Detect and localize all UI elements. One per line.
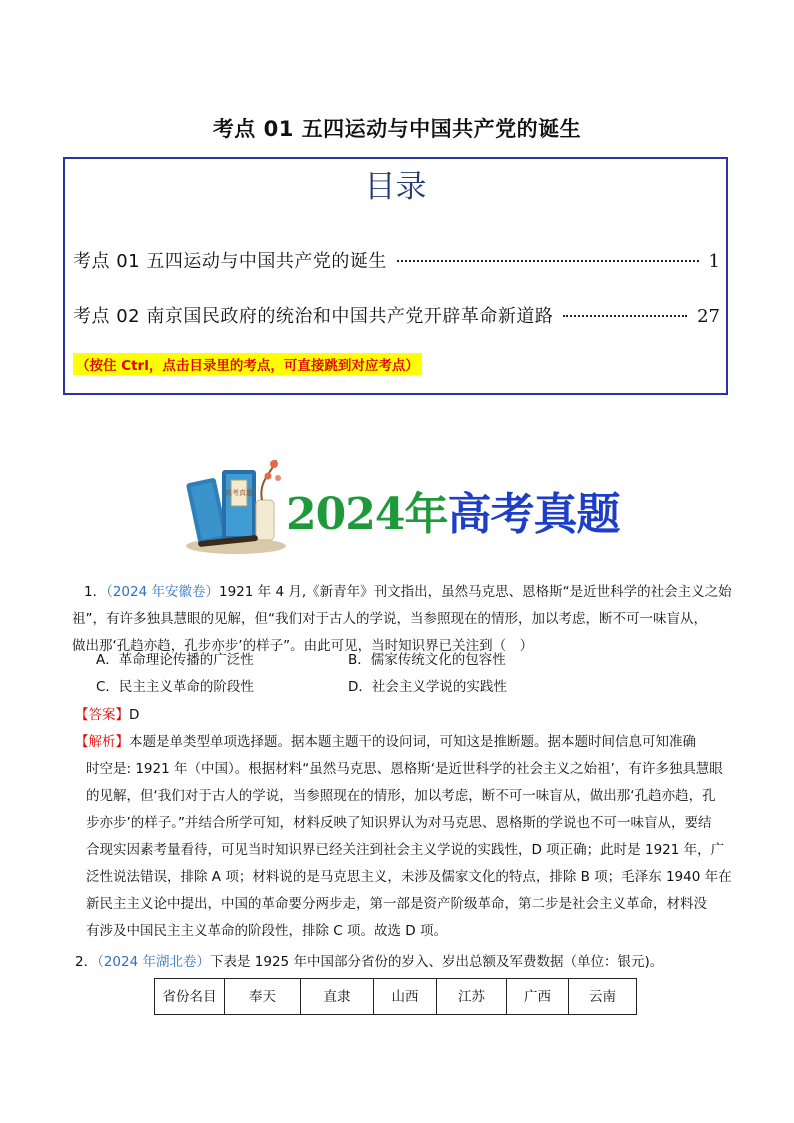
analysis-text: 有涉及中国民主主义革命的阶段性，排除 C 项。故选 D 项。 — [86, 923, 447, 939]
book-label: 高考真题 — [225, 489, 253, 497]
banner-year: 2024年 — [286, 489, 448, 540]
question-number: 1． — [84, 584, 107, 600]
table-header-cell: 直隶 — [301, 979, 374, 1015]
toc-item-label: 考点 02 南京国民政府的统治和中国共产党开辟革命新道路 — [73, 306, 554, 327]
toc-heading: 目录 — [364, 169, 427, 205]
question-text: 祖”，有许多独具慧眼的见解，但“我们对于古人的学说，当参照现在的情形，加以考虑，断不可一味盲从， — [72, 611, 707, 627]
page-title: 考点 01 五四运动与中国共产党的诞生 — [212, 117, 582, 141]
table-header-cell: 云南 — [569, 979, 637, 1015]
toc-item-label: 考点 01 五四运动与中国共产党的诞生 — [73, 251, 387, 272]
toc-item-page: 27 — [697, 306, 720, 327]
section-banner — [178, 450, 618, 560]
toc-hint: （按住 Ctrl，点击目录里的考点，可直接跳到对应考点） — [73, 353, 422, 375]
table-of-contents — [63, 157, 728, 395]
toc-item-1[interactable] — [73, 247, 720, 273]
banner-title — [286, 478, 619, 542]
analysis-text: 合现实因素考量看待，可见当时知识界已经关注到社会主义学说的实践性，D 项正确；此时是 1921 年，广 — [86, 842, 725, 858]
question-text: 下表是 1925 年中国部分省份的岁入、岁出总额及军费数据（单位：银元)。 — [210, 954, 664, 970]
option-c[interactable]: C．民主主义革命的阶段性 — [96, 679, 254, 695]
toc-leader-dots — [397, 260, 699, 262]
analysis-text: 步亦步’的样子。”并结合所学可知，材料反映了知识界认为对马克思、恩格斯的学说也不可一味盲从，要结 — [86, 815, 712, 831]
toc-item-2[interactable] — [73, 302, 720, 328]
analysis-text: 的见解，但‘我们对于古人的学说，当参照现在的情形，加以考虑，断不可一味盲从，做出那‘孔趋亦趋，孔 — [86, 788, 716, 804]
table-header-cell: 山西 — [374, 979, 437, 1015]
analysis-label: 【解析】 — [75, 734, 129, 750]
analysis-text: 泛性说法错误，排除 A 项；材料说的是马克思主义，未涉及儒家文化的特点，排除 B 项；毛泽东 1940 年在 — [86, 869, 732, 885]
question-source: （2024 年安徽卷） — [106, 584, 219, 600]
answer-label: 【答案】 — [75, 707, 129, 723]
table-header-cell: 省份名目 — [155, 979, 225, 1015]
option-d[interactable]: D．社会主义学说的实践性 — [348, 679, 507, 695]
analysis-text: 新民主主义论中提出，中国的革命要分两步走，第一部是资产阶级革命，第二步是社会主义革命，材料没 — [86, 896, 707, 912]
option-a[interactable]: A．革命理论传播的广泛性 — [96, 652, 254, 668]
question-text: 做出那‘孔趋亦趋，孔步亦步’的样子”。由此可见，当时知识界已关注到（ ） — [72, 638, 534, 654]
banner-subtitle: 高考真题 — [447, 489, 620, 540]
table-header-cell: 奉天 — [225, 979, 301, 1015]
question-2 — [75, 949, 725, 976]
answer-section — [75, 702, 735, 945]
table-header-cell: 江苏 — [437, 979, 507, 1015]
table-row — [155, 979, 637, 1015]
question-text: 1921 年 4 月,《新青年》刊文指出，虽然马克思、恩格斯“是近世科学的社会主义之始 — [219, 584, 732, 600]
analysis-text: 时空是: 1921 年（中国）。根据材料“虽然马克思、恩格斯‘是近世科学的社会主义之始祖’，有许多独具慧眼 — [86, 761, 723, 777]
question-number: 2． — [75, 954, 98, 970]
toc-leader-dots — [563, 315, 687, 317]
books-icon — [178, 450, 288, 560]
province-table — [154, 978, 637, 1015]
table-header-cell: 广西 — [507, 979, 569, 1015]
toc-item-page: 1 — [708, 251, 720, 272]
option-b[interactable]: B．儒家传统文化的包容性 — [348, 652, 506, 668]
analysis-text: 本题是单类型单项选择题。据本题主题干的设问词，可知这是推断题。据本题时间信息可知准确 — [129, 734, 696, 750]
question-source: （2024 年湖北卷） — [97, 954, 210, 970]
answer-value: D — [129, 707, 140, 723]
answer-options — [96, 647, 656, 701]
